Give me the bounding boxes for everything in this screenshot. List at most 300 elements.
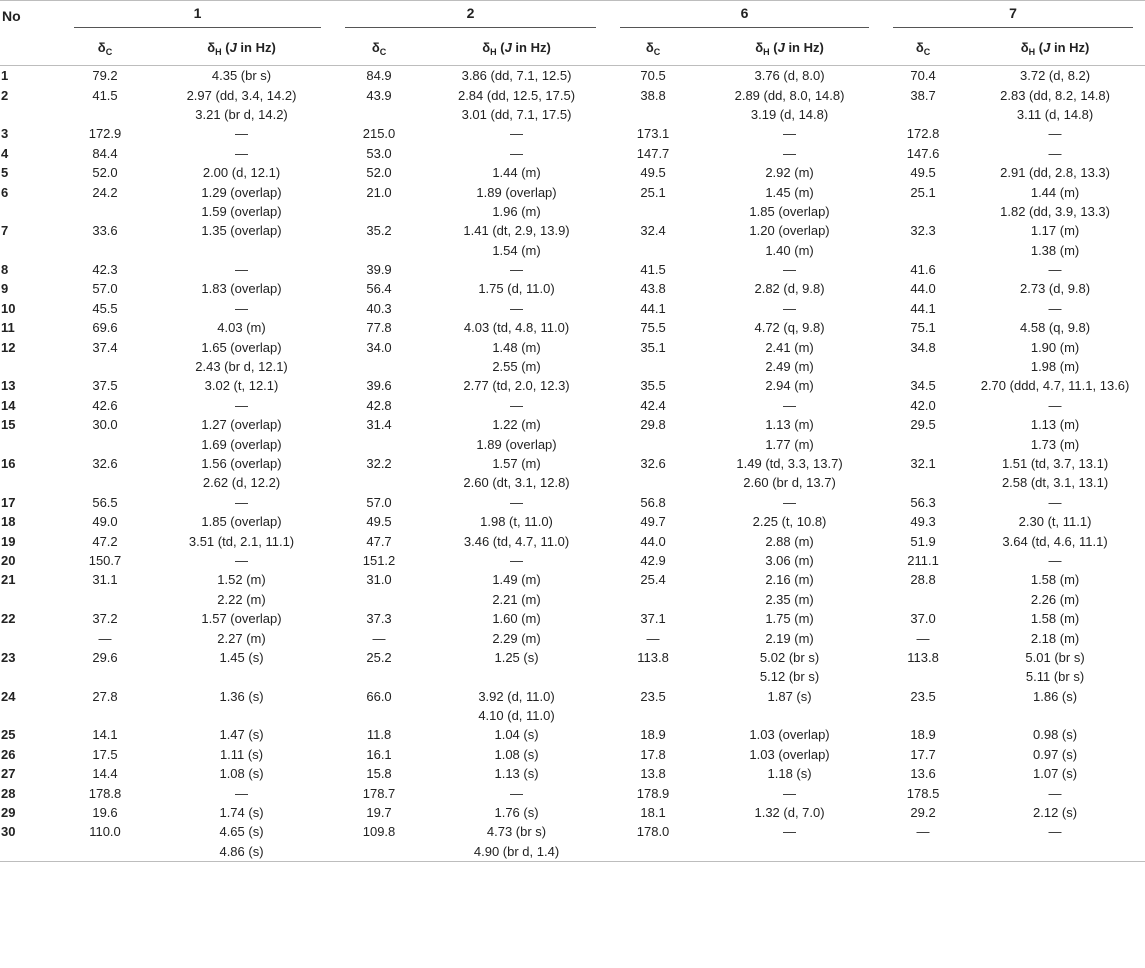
table-header — [0, 1, 1145, 66]
proton-shift-cell — [425, 667, 608, 686]
no-column-header: No — [0, 1, 60, 32]
carbon-shift-cell: 42.0 — [910, 397, 936, 413]
proton-shift-cell: 5.11 (br s) — [1025, 669, 1085, 685]
carbon-shift-cell: 44.0 — [910, 281, 936, 297]
proton-shift-cell: 1.44 (m) — [1030, 184, 1080, 200]
carbon-shift-cell: 32.3 — [910, 223, 936, 239]
proton-shift-cell: — — [235, 145, 248, 161]
position-cell: 13 — [1, 378, 16, 394]
proton-shift-cell — [150, 241, 333, 260]
carbon-shift-cell: 178.7 — [362, 785, 396, 801]
position-cell: 6 — [1, 184, 9, 200]
proton-shift-header: $\delta_H$ (J in Hz) — [965, 31, 1145, 66]
proton-shift-cell: — — [510, 552, 524, 568]
proton-shift-cell: 1.65 (overlap) — [201, 339, 282, 355]
carbon-shift-cell — [333, 842, 425, 862]
carbon-shift-header: $\delta_C$ — [333, 31, 425, 66]
proton-shift-cell: 1.58 (m) — [1030, 611, 1080, 627]
carbon-shift-cell — [608, 434, 698, 453]
carbon-shift-cell: 39.9 — [366, 262, 392, 278]
table-row — [0, 454, 1145, 473]
carbon-shift-cell: 37.2 — [92, 611, 118, 627]
carbon-shift-cell — [60, 357, 150, 376]
proton-shift-cell: 2.60 (br d, 13.7) — [743, 475, 836, 491]
proton-shift-cell: 1.22 (m) — [492, 417, 541, 433]
position-cell: 1 — [1, 68, 9, 84]
carbon-shift-cell — [60, 590, 150, 609]
table-row — [0, 202, 1145, 221]
carbon-shift-cell: 109.8 — [362, 824, 396, 840]
carbon-shift-cell: 211.1 — [907, 552, 939, 568]
carbon-shift-cell: 57.0 — [92, 281, 118, 297]
carbon-shift-cell: 172.8 — [906, 126, 940, 142]
carbon-shift-cell — [60, 706, 150, 725]
proton-shift-cell: 2.55 (m) — [492, 359, 541, 375]
table-row — [0, 299, 1145, 318]
proton-shift-cell: 2.12 (s) — [1033, 805, 1078, 821]
carbon-shift-cell: — — [916, 824, 930, 840]
proton-shift-cell: 3.64 (td, 4.6, 11.1) — [1002, 533, 1108, 549]
carbon-shift-cell: 56.3 — [910, 494, 936, 510]
proton-shift-cell: — — [1048, 300, 1062, 316]
proton-shift-cell: 2.21 (m) — [492, 591, 541, 607]
carbon-shift-cell: 51.9 — [910, 533, 936, 549]
carbon-shift-cell: 17.8 — [640, 746, 666, 762]
table-row — [0, 493, 1145, 512]
proton-shift-cell: 1.96 (m) — [492, 203, 541, 219]
table-row — [0, 842, 1145, 862]
proton-shift-cell: 2.26 (m) — [1030, 591, 1080, 607]
proton-shift-cell: 3.76 (d, 8.0) — [754, 68, 825, 84]
proton-shift-cell: — — [510, 145, 524, 161]
position-cell: 23 — [1, 649, 16, 665]
proton-shift-cell: 1.54 (m) — [492, 242, 541, 258]
carbon-shift-cell — [881, 706, 965, 725]
proton-shift-cell: 4.03 (td, 4.8, 11.0) — [463, 320, 570, 336]
proton-shift-cell: 1.83 (overlap) — [201, 281, 282, 297]
carbon-shift-cell: — — [372, 630, 386, 646]
carbon-shift-cell: 49.0 — [92, 514, 118, 530]
carbon-shift-header: $\delta_C$ — [608, 31, 698, 66]
proton-shift-cell: 1.48 (m) — [492, 339, 541, 355]
carbon-shift-cell: 147.6 — [906, 145, 940, 161]
proton-shift-cell: 1.73 (m) — [1030, 436, 1080, 452]
proton-shift-cell: 1.52 (m) — [217, 572, 266, 588]
proton-shift-cell: 2.92 (m) — [765, 165, 814, 181]
carbon-shift-cell: 38.7 — [910, 87, 936, 103]
table-row — [0, 144, 1145, 163]
table-row — [0, 531, 1145, 550]
carbon-shift-cell: 42.6 — [92, 397, 118, 413]
proton-shift-cell: 1.60 (m) — [492, 611, 541, 627]
carbon-shift-cell: 42.4 — [640, 397, 666, 413]
position-cell: 25 — [1, 727, 16, 743]
carbon-shift-cell: 32.2 — [366, 456, 392, 471]
carbon-shift-cell: 53.0 — [366, 145, 392, 161]
carbon-shift-cell: 31.4 — [366, 417, 392, 433]
carbon-shift-cell: 29.6 — [92, 649, 118, 665]
carbon-shift-cell — [60, 842, 150, 862]
carbon-shift-cell: 47.2 — [92, 533, 118, 549]
proton-shift-cell: — — [1048, 145, 1062, 161]
carbon-shift-cell: 37.3 — [366, 611, 392, 627]
table-row — [0, 357, 1145, 376]
proton-shift-cell: — — [1048, 552, 1062, 568]
proton-shift-cell: — — [510, 785, 524, 801]
proton-shift-cell: — — [510, 126, 524, 142]
carbon-shift-cell: 110.0 — [89, 824, 121, 840]
proton-shift-cell: 1.13 (m) — [1030, 417, 1080, 433]
carbon-shift-cell: 70.4 — [910, 68, 936, 84]
carbon-shift-cell: 43.8 — [640, 281, 666, 297]
carbon-shift-cell: 23.5 — [910, 688, 936, 704]
carbon-shift-cell: 17.7 — [910, 746, 936, 762]
compound-header-6: 6 — [608, 1, 881, 32]
proton-shift-cell: — — [783, 494, 797, 510]
proton-shift-cell: 1.11 (s) — [219, 746, 264, 762]
position-cell — [0, 842, 60, 862]
proton-shift-cell: — — [783, 785, 797, 801]
proton-shift-cell: 1.38 (m) — [1030, 242, 1080, 258]
position-cell — [0, 357, 60, 376]
proton-shift-cell: 1.32 (d, 7.0) — [754, 805, 825, 821]
carbon-shift-cell — [608, 357, 698, 376]
proton-shift-cell: 3.02 (t, 12.1) — [204, 378, 279, 394]
proton-shift-cell: 2.18 (m) — [1030, 630, 1080, 646]
proton-shift-cell: 1.08 (s) — [494, 746, 539, 762]
table-row — [0, 745, 1145, 764]
proton-shift-cell: — — [510, 262, 524, 278]
carbon-shift-cell — [333, 434, 425, 453]
carbon-shift-header: $\delta_C$ — [881, 31, 965, 66]
carbon-shift-cell: 42.9 — [640, 552, 666, 568]
compound-header-row — [0, 1, 1145, 32]
carbon-shift-cell — [881, 590, 965, 609]
proton-shift-cell: 1.03 (overlap) — [749, 727, 830, 743]
proton-shift-cell: 1.36 (s) — [219, 688, 264, 704]
proton-shift-cell: 1.76 (s) — [494, 805, 539, 821]
proton-shift-cell: 3.92 (d, 11.0) — [478, 688, 555, 704]
proton-shift-cell: 1.17 (m) — [1030, 223, 1080, 239]
position-cell — [0, 590, 60, 609]
position-cell: 3 — [1, 126, 9, 142]
proton-shift-cell: 1.04 (s) — [494, 727, 539, 743]
proton-shift-cell: 1.57 (m) — [492, 456, 541, 471]
proton-shift-cell: 1.75 (d, 11.0) — [478, 281, 555, 297]
proton-shift-cell: — — [235, 494, 248, 510]
proton-shift-cell: 3.11 (d, 14.8) — [1016, 106, 1094, 122]
proton-shift-cell: 4.58 (q, 9.8) — [1020, 320, 1091, 336]
carbon-shift-cell: 37.4 — [92, 339, 118, 355]
proton-shift-cell: — — [783, 300, 797, 316]
proton-shift-cell: 4.90 (br d, 1.4) — [425, 842, 608, 862]
proton-shift-cell: 3.46 (td, 4.7, 11.0) — [463, 533, 570, 549]
carbon-shift-cell — [608, 473, 698, 492]
carbon-shift-cell: 52.0 — [366, 165, 392, 181]
proton-shift-cell: 1.07 (s) — [1033, 766, 1078, 782]
carbon-shift-cell — [333, 473, 425, 492]
position-cell: 14 — [1, 397, 16, 413]
carbon-shift-cell: 23.5 — [640, 688, 666, 704]
proton-shift-cell: 1.98 (t, 11.0) — [480, 514, 553, 530]
carbon-shift-cell: 29.8 — [640, 417, 666, 433]
carbon-shift-cell: 41.6 — [910, 262, 936, 278]
carbon-shift-cell — [881, 105, 965, 124]
carbon-shift-cell — [608, 241, 698, 260]
proton-shift-cell: 2.19 (m) — [765, 630, 814, 646]
table-row — [0, 221, 1145, 240]
carbon-shift-cell: 25.1 — [640, 184, 666, 200]
carbon-shift-cell: 56.8 — [640, 494, 666, 510]
proton-shift-cell: 2.77 (td, 2.0, 12.3) — [463, 378, 570, 394]
position-cell: 29 — [1, 805, 16, 821]
carbon-shift-cell: 18.1 — [640, 805, 666, 821]
carbon-shift-cell: 37.0 — [910, 611, 936, 627]
table-row — [0, 182, 1145, 201]
carbon-shift-cell — [608, 202, 698, 221]
carbon-shift-cell: 113.8 — [907, 649, 939, 665]
carbon-shift-cell — [881, 357, 965, 376]
proton-shift-cell: 4.86 (s) — [150, 842, 333, 862]
proton-shift-cell: 1.20 (overlap) — [749, 223, 830, 239]
carbon-shift-cell: 32.4 — [640, 223, 666, 239]
carbon-shift-cell: 19.7 — [366, 805, 392, 821]
position-cell: 27 — [1, 766, 16, 782]
carbon-shift-cell — [881, 241, 965, 260]
proton-shift-cell: — — [235, 785, 248, 801]
proton-shift-cell: 2.27 (m) — [217, 630, 266, 646]
carbon-shift-cell: 69.6 — [92, 320, 118, 336]
proton-shift-cell: 2.94 (m) — [765, 378, 814, 394]
proton-shift-cell: 1.40 (m) — [765, 242, 814, 258]
proton-shift-cell: 3.19 (d, 14.8) — [750, 106, 829, 122]
proton-shift-cell: 5.01 (br s) — [1025, 649, 1085, 665]
position-cell — [0, 434, 60, 453]
carbon-shift-cell: 38.8 — [640, 87, 666, 103]
carbon-shift-header: $\delta_C$ — [60, 31, 150, 66]
position-cell: 17 — [1, 494, 16, 510]
proton-shift-cell: — — [1048, 494, 1062, 510]
proton-shift-header: $\delta_H$ (J in Hz) — [698, 31, 881, 66]
carbon-shift-cell: 32.6 — [92, 456, 118, 471]
proton-shift-cell: — — [235, 552, 248, 568]
carbon-shift-cell: 151.2 — [362, 552, 396, 568]
position-cell: 12 — [1, 339, 16, 355]
carbon-shift-cell: 24.2 — [92, 184, 118, 200]
table-row — [0, 687, 1145, 706]
proton-shift-cell: — — [1048, 262, 1062, 278]
carbon-shift-cell: 25.2 — [366, 649, 392, 665]
position-cell — [0, 628, 60, 647]
carbon-shift-cell: 215.0 — [362, 126, 396, 142]
compound-header-1: 1 — [60, 1, 333, 32]
position-cell: 18 — [1, 514, 16, 530]
proton-shift-cell: 2.89 (dd, 8.0, 14.8) — [734, 87, 845, 103]
proton-shift-cell: 2.82 (d, 9.8) — [754, 281, 825, 297]
carbon-shift-cell — [881, 202, 965, 221]
proton-shift-cell: 3.01 (dd, 7.1, 17.5) — [461, 106, 572, 122]
position-cell: 20 — [1, 552, 16, 568]
carbon-shift-cell: 34.8 — [910, 339, 936, 355]
carbon-shift-cell: 75.5 — [640, 320, 666, 336]
table-row — [0, 337, 1145, 356]
carbon-shift-cell: 84.4 — [92, 145, 118, 161]
carbon-shift-cell: 18.9 — [640, 727, 666, 743]
carbon-shift-cell: 35.5 — [640, 378, 666, 394]
carbon-shift-cell: 25.4 — [640, 572, 666, 588]
carbon-shift-cell: 178.0 — [636, 824, 670, 840]
proton-shift-cell: 2.25 (t, 10.8) — [752, 514, 827, 530]
proton-shift-cell: — — [783, 397, 797, 413]
table-row — [0, 124, 1145, 143]
carbon-shift-cell: 147.7 — [636, 145, 670, 161]
position-cell — [0, 105, 60, 124]
carbon-shift-cell: 56.5 — [92, 494, 118, 510]
proton-shift-cell: 2.35 (m) — [765, 591, 814, 607]
position-cell: 7 — [1, 223, 9, 239]
carbon-shift-cell: — — [916, 630, 930, 646]
proton-shift-cell: 5.12 (br s) — [759, 669, 820, 685]
proton-shift-cell: 1.29 (overlap) — [201, 184, 282, 200]
proton-shift-cell: 1.77 (m) — [765, 436, 814, 452]
carbon-shift-cell: 47.7 — [366, 533, 392, 549]
proton-shift-cell: — — [783, 126, 797, 142]
proton-shift-cell: — — [1048, 824, 1062, 840]
proton-shift-cell: 3.21 (br d, 14.2) — [195, 106, 288, 122]
table-row — [0, 783, 1145, 802]
proton-shift-cell: — — [783, 262, 797, 278]
proton-shift-cell: 4.65 (s) — [219, 824, 264, 840]
carbon-shift-cell: 49.5 — [366, 514, 392, 530]
proton-shift-cell: 3.86 (dd, 7.1, 12.5) — [461, 68, 572, 84]
table-row — [0, 396, 1145, 415]
proton-shift-cell: — — [1048, 785, 1062, 801]
carbon-shift-cell: 44.1 — [640, 300, 666, 316]
carbon-shift-cell: 43.9 — [366, 87, 392, 103]
proton-shift-cell: 2.29 (m) — [492, 630, 541, 646]
carbon-shift-cell: 13.6 — [910, 766, 936, 782]
carbon-shift-cell: 34.5 — [910, 378, 936, 394]
proton-shift-cell: 1.56 (overlap) — [201, 456, 282, 471]
position-cell: 2 — [1, 87, 9, 103]
proton-shift-cell: 2.70 (ddd, 4.7, 11.1, 13.6) — [980, 378, 1130, 394]
proton-shift-cell: 2.16 (m) — [765, 572, 814, 588]
proton-shift-cell: 4.73 (br s) — [486, 824, 547, 840]
proton-shift-cell: 1.35 (overlap) — [201, 223, 282, 239]
proton-shift-cell: — — [510, 397, 524, 413]
proton-shift-cell: 2.60 (dt, 3.1, 12.8) — [463, 475, 570, 491]
carbon-shift-cell: 40.3 — [366, 300, 392, 316]
proton-shift-cell — [698, 706, 881, 725]
proton-shift-cell: 1.57 (overlap) — [201, 611, 282, 627]
carbon-shift-cell — [60, 202, 150, 221]
carbon-shift-cell: 56.4 — [366, 281, 392, 297]
proton-shift-cell — [965, 842, 1145, 862]
carbon-shift-cell: 49.3 — [910, 514, 936, 530]
table-row — [0, 473, 1145, 492]
table-body — [0, 66, 1145, 862]
carbon-shift-cell — [60, 667, 150, 686]
proton-shift-cell — [698, 842, 881, 862]
table-row — [0, 667, 1145, 686]
carbon-shift-cell — [60, 105, 150, 124]
carbon-shift-cell: 84.9 — [366, 68, 392, 84]
proton-shift-cell: 1.98 (m) — [1030, 359, 1080, 375]
carbon-shift-cell: 44.1 — [910, 300, 936, 316]
proton-shift-cell: — — [1048, 397, 1062, 413]
carbon-shift-cell: 150.7 — [88, 552, 122, 568]
proton-shift-cell: 2.41 (m) — [765, 339, 814, 355]
proton-shift-cell: 1.13 (m) — [765, 417, 814, 433]
proton-shift-cell: 1.75 (m) — [765, 611, 814, 627]
position-cell: 11 — [1, 320, 15, 336]
proton-shift-cell: 1.89 (overlap) — [476, 436, 557, 452]
carbon-shift-cell: 35.1 — [640, 339, 666, 355]
carbon-shift-cell: 172.9 — [88, 126, 122, 142]
proton-shift-cell: — — [235, 262, 248, 278]
proton-shift-cell: 1.89 (overlap) — [476, 184, 557, 200]
table-row — [0, 163, 1145, 182]
position-cell: 10 — [1, 300, 16, 316]
carbon-shift-cell: 49.7 — [640, 514, 666, 530]
proton-shift-cell: 1.08 (s) — [219, 766, 264, 782]
table-row — [0, 434, 1145, 453]
proton-shift-cell: 1.69 (overlap) — [201, 436, 282, 452]
carbon-shift-cell: 44.0 — [640, 533, 666, 549]
proton-shift-cell: — — [235, 397, 248, 413]
proton-shift-cell: 1.87 (s) — [767, 688, 812, 704]
proton-shift-cell: 1.18 (s) — [767, 766, 812, 782]
table-row — [0, 279, 1145, 298]
carbon-shift-cell — [333, 105, 425, 124]
proton-shift-cell: 2.00 (d, 12.1) — [202, 165, 281, 181]
empty-header-cell — [0, 31, 60, 66]
proton-shift-cell: 2.97 (dd, 3.4, 14.2) — [186, 87, 297, 103]
carbon-shift-cell: — — [98, 630, 112, 646]
carbon-shift-cell: 18.9 — [910, 727, 936, 743]
proton-shift-cell: 1.59 (overlap) — [201, 203, 282, 219]
position-cell — [0, 241, 60, 260]
proton-shift-cell: 4.03 (m) — [217, 320, 266, 336]
table-row — [0, 764, 1145, 783]
table-row — [0, 725, 1145, 744]
carbon-shift-cell: 66.0 — [366, 688, 392, 704]
proton-shift-header: $\delta_H$ (J in Hz) — [150, 31, 333, 66]
table-row — [0, 318, 1145, 337]
carbon-shift-cell: 57.0 — [366, 494, 392, 510]
proton-shift-cell: 2.73 (d, 9.8) — [1020, 281, 1091, 297]
carbon-shift-cell: 29.5 — [910, 417, 936, 433]
carbon-shift-cell — [60, 434, 150, 453]
carbon-shift-cell: 49.5 — [910, 165, 936, 181]
carbon-shift-cell: 21.0 — [366, 184, 392, 200]
table-row — [0, 415, 1145, 434]
carbon-shift-cell: 32.6 — [640, 456, 666, 471]
carbon-shift-cell — [881, 434, 965, 453]
carbon-shift-cell: 11.8 — [366, 727, 392, 743]
table-row — [0, 85, 1145, 104]
carbon-shift-cell: 14.4 — [92, 766, 118, 782]
proton-shift-cell: — — [510, 494, 524, 510]
table-row — [0, 241, 1145, 260]
table-row — [0, 706, 1145, 725]
table-row — [0, 590, 1145, 609]
carbon-shift-cell: 52.0 — [92, 165, 118, 181]
carbon-shift-cell: 45.5 — [92, 300, 118, 316]
proton-shift-cell: 5.02 (br s) — [759, 649, 820, 665]
carbon-shift-cell: 15.8 — [366, 766, 392, 782]
carbon-shift-cell: 173.1 — [636, 126, 670, 142]
